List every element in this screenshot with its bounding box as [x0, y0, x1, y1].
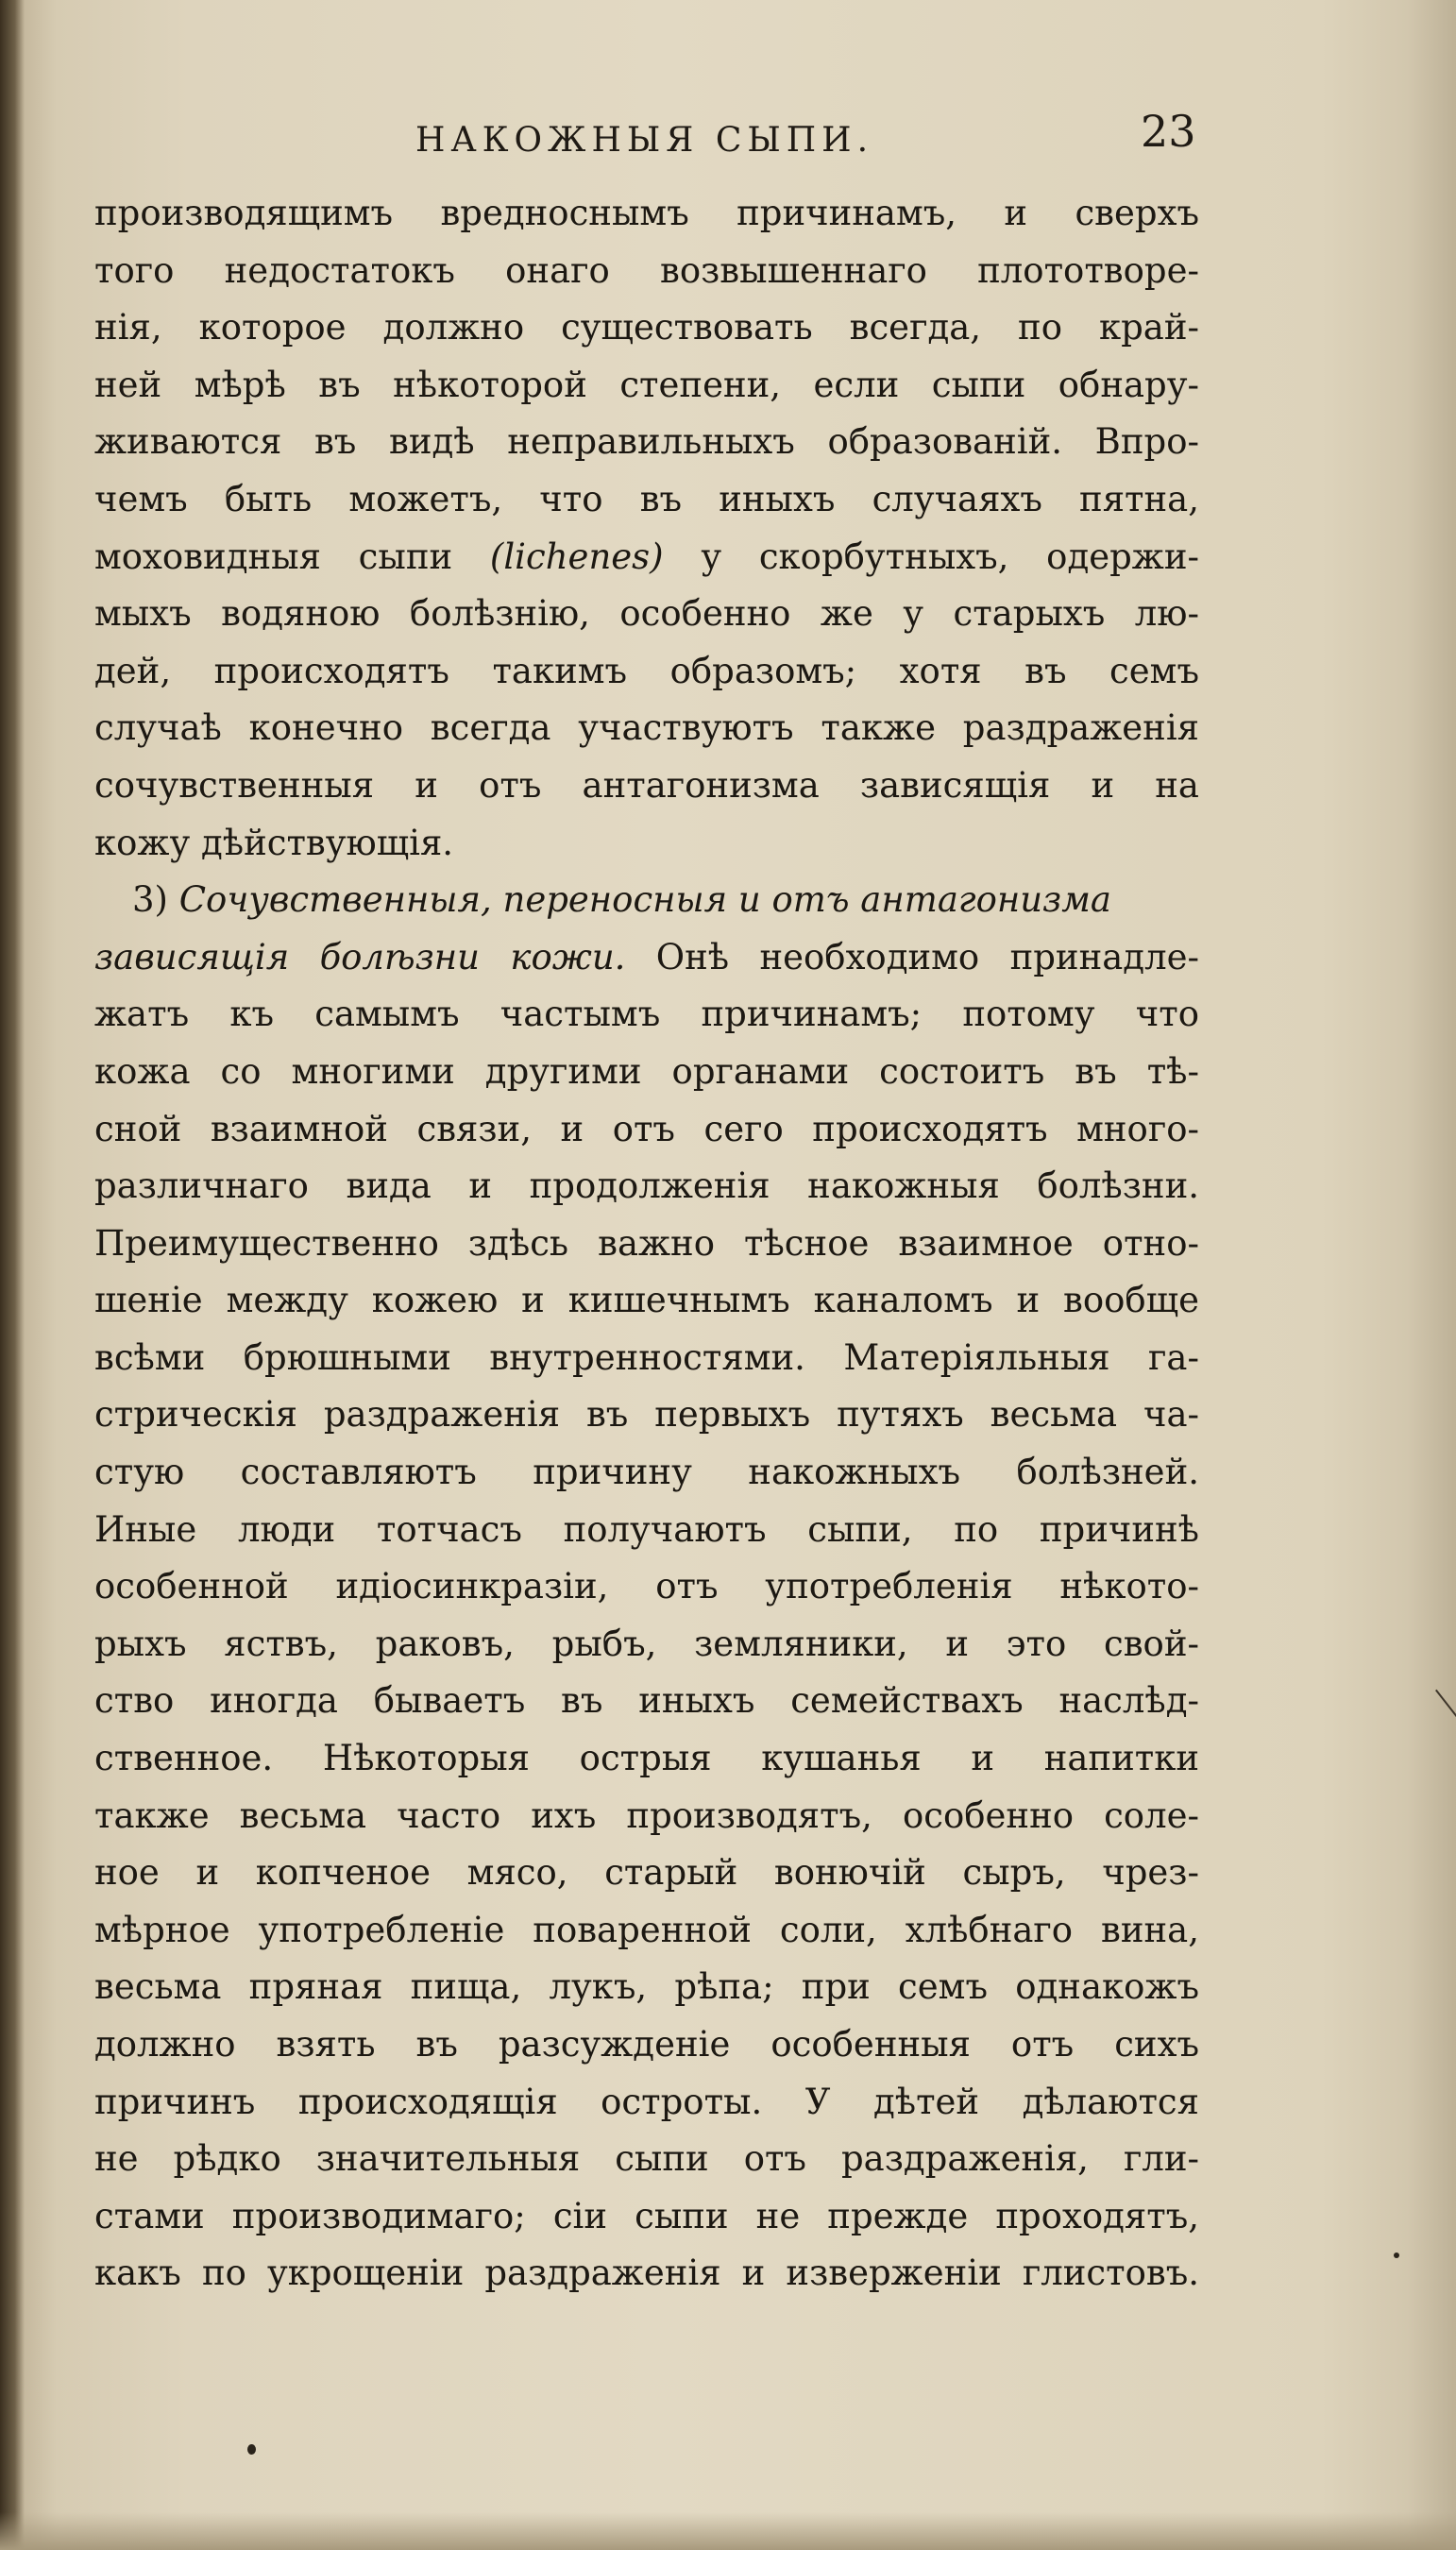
section-heading: Сочувственныя, переносныя и отъ антагонизма: [178, 879, 1111, 921]
text-line: Иные люди тотчасъ получаютъ сыпи, по причинѣ: [94, 1508, 1199, 1550]
text-line: живаются въ видѣ неправильныхъ образованій. Впро-: [94, 421, 1199, 463]
text-line: стую составляютъ причину накожныхъ болѣзней.: [94, 1452, 1199, 1493]
text-line: стами производимаго; сіи сыпи не прежде проходятъ,: [94, 2195, 1199, 2236]
line-text: у скорбутныхъ, одержи-: [663, 536, 1200, 577]
text-line: ство иногда бываетъ въ иныхъ семействахъ наслѣд-: [94, 1680, 1199, 1722]
line-text: моховидныя сыпи: [94, 536, 490, 577]
text-line: мыхъ водяною болѣзнію, особенно же у старыхъ лю-: [94, 593, 1199, 635]
text-line: кожу дѣйствующія.: [94, 822, 454, 863]
line-text: Онѣ необходимо принадле-: [625, 936, 1199, 978]
text-line: рыхъ яствъ, раковъ, рыбъ, земляники, и это свой-: [94, 1623, 1199, 1664]
text-line: различнаго вида и продолженія накожныя болѣзни.: [94, 1165, 1199, 1207]
text-line: жатъ къ самымъ частымъ причинамъ; потому что: [94, 994, 1199, 1035]
text-line: [94, 529, 1199, 586]
text-line: нія, которое должно существовать всегда, по край-: [94, 307, 1199, 348]
body-text: [94, 185, 1199, 2303]
text-line: кожа со многими другими органами состоитъ въ тѣ-: [94, 1050, 1199, 1092]
text-line: сной взаимной связи, и отъ сего происходятъ много-: [94, 1108, 1199, 1149]
margin-mark: [1435, 1690, 1456, 1742]
text-line: производящимъ вредноснымъ причинамъ, и сверхъ: [94, 193, 1199, 233]
text-line: весьма пряная пища, лукъ, рѣпа; при семъ однакожъ: [94, 1966, 1199, 2008]
text-line: также весьма часто ихъ производятъ, особенно соле-: [94, 1794, 1199, 1836]
text-line: того недостатокъ онаго возвышеннаго плототворе-: [94, 249, 1199, 291]
text-line: случаѣ конечно всегда участвуютъ также раздраженія: [94, 707, 1199, 749]
text-line: ственное. Нѣкоторыя острыя кушанья и напитки: [94, 1738, 1199, 1779]
text-line: ней мѣрѣ въ нѣкоторой степени, если сыпи обнару-: [94, 364, 1199, 405]
text-line: причинъ происходящія остроты. У дѣтей дѣлаются: [94, 2081, 1199, 2122]
section-number: 3): [132, 879, 179, 921]
spine-shadow: [0, 0, 25, 2550]
text-line: не рѣдко значительныя сыпи отъ раздраженія, гли-: [94, 2138, 1199, 2180]
text-line: мѣрное употребленіе поваренной соли, хлѣбнаго вина,: [94, 1909, 1199, 1950]
text-line: чемъ быть можетъ, что въ иныхъ случаяхъ пятна,: [94, 478, 1199, 519]
ink-speck: [247, 2444, 256, 2455]
page-number: 23: [1141, 106, 1196, 157]
section-heading: зависящія болѣзни кожи.: [94, 936, 626, 978]
text-line: шеніе между кожею и кишечнымъ каналомъ и вообще: [94, 1280, 1199, 1321]
text-line: особенной идіосинкразіи, отъ употребленія нѣкото-: [94, 1566, 1199, 1607]
text-line: стрическія раздраженія въ первыхъ путяхъ весьма ча-: [94, 1394, 1199, 1436]
text-line: Преимущественно здѣсь важно тѣсное взаимное отно-: [94, 1222, 1199, 1264]
text-line: сочувственныя и отъ антагонизма зависящія и на: [94, 764, 1199, 806]
text-line: дей, происходятъ такимъ образомъ; хотя въ семъ: [94, 650, 1199, 691]
latin-term: (lichenes): [489, 536, 664, 577]
section-heading-line: [94, 929, 1199, 987]
text-line: ное и копченое мясо, старый вонючій сыръ, чрез-: [94, 1852, 1199, 1894]
text-line: всѣми брюшными внутренностями. Матеріяльныя га-: [94, 1336, 1199, 1378]
section-heading-line: [94, 872, 1199, 929]
text-line: какъ по укрощеніи раздраженія и изверженіи глистовъ.: [94, 2252, 1199, 2294]
ink-speck: [1394, 2252, 1399, 2258]
page-bottom-edge: [0, 2512, 1456, 2550]
text-line: должно взять въ разсужденіе особенныя отъ сихъ: [94, 2024, 1199, 2065]
running-head: НАКОЖНЫЯ СЫПИ.: [415, 121, 874, 160]
